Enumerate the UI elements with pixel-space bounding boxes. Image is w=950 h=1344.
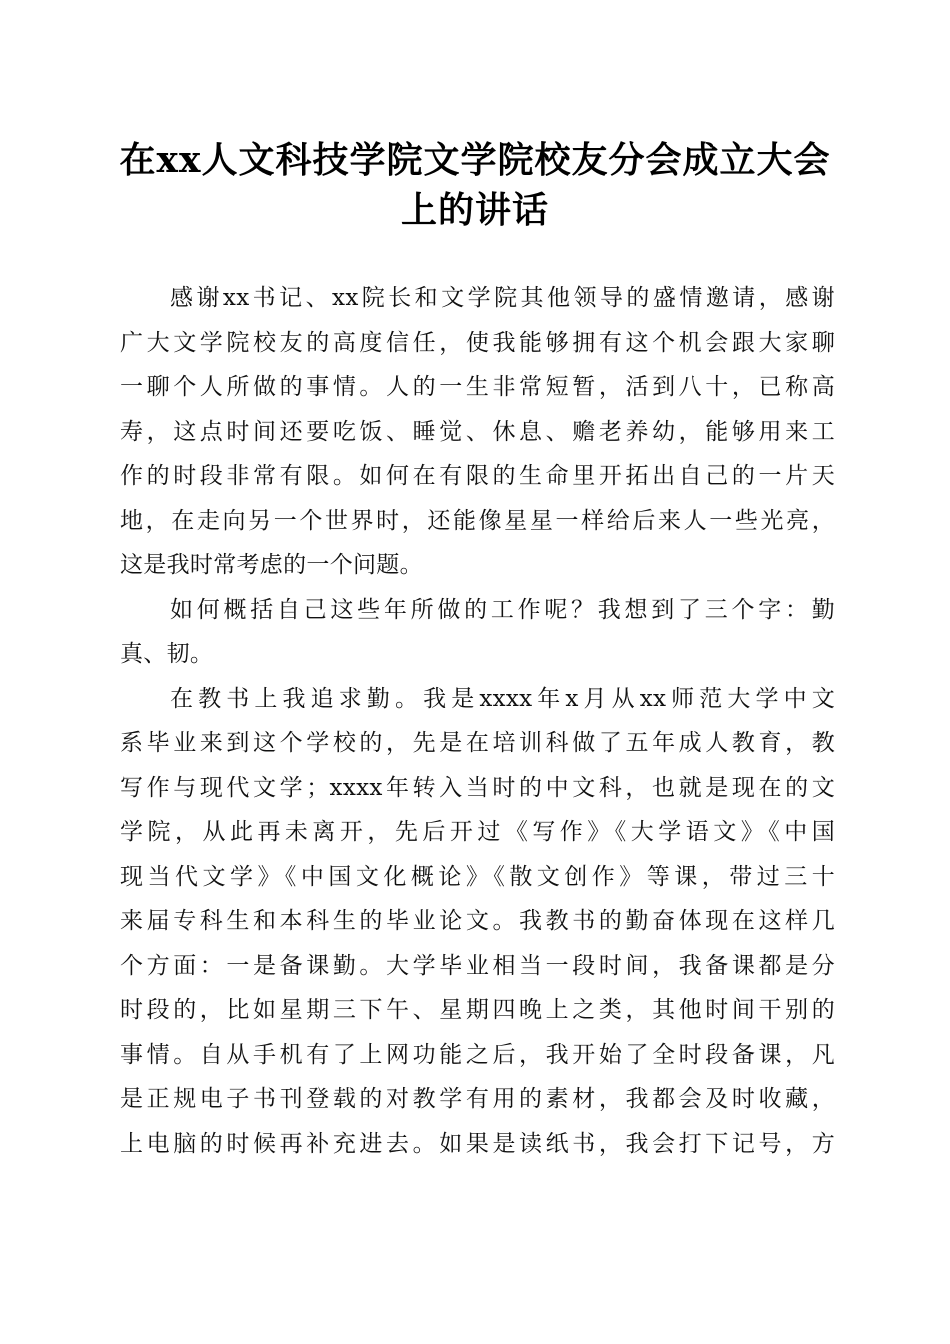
document-title [100, 135, 850, 235]
text-line: 这是我时常考虑的一个问题。 [120, 552, 423, 578]
text-line: 时段的，比如星期三下午、星期四晚上之类，其他时间干别的 [120, 997, 835, 1023]
text-line: 在教书上我追求勤。我是xxxx年x月从xx师范大学中文 [170, 685, 835, 712]
text-line: 广大文学院校友的高度信任，使我能够拥有这个机会跟大家聊 [120, 329, 835, 356]
text-line: 一聊个人所做的事情。人的一生非常短暂，活到八十，已称高 [120, 374, 835, 400]
document-body [120, 276, 835, 1166]
paragraph-3 [120, 677, 835, 1167]
text-line: 系毕业来到这个学校的，先是在培训科做了五年成人教育，教 [120, 730, 835, 756]
title-line-1: 在xx人文科技学院文学院校友分会成立大会 [119, 139, 831, 181]
text-line: 寿，这点时间还要吃饭、睡觉、休息、赡老养幼，能够用来工 [120, 418, 835, 445]
text-line: 个方面：一是备课勤。大学毕业相当一段时间，我备课都是分 [120, 952, 835, 979]
text-line: 写作与现代文学；xxxx年转入当时的中文科，也就是现在的文 [120, 774, 835, 801]
text-line: 来届专科生和本科生的毕业论文。我教书的勤奋体现在这样几 [120, 908, 835, 934]
paragraph-1 [120, 276, 835, 588]
text-line: 感谢xx书记、xx院长和文学院其他领导的盛情邀请，感谢 [170, 285, 835, 311]
text-line: 是正规电子书刊登载的对教学有用的素材，我都会及时收藏， [120, 1086, 835, 1112]
title-line-2: 上的讲话 [400, 189, 549, 231]
text-line: 真、韧。 [120, 641, 214, 667]
text-line: 如何概括自己这些年所做的工作呢？我想到了三个字：勤 [170, 596, 835, 623]
text-line: 学院，从此再未离开，先后开过《写作》《大学语文》《中国 [120, 819, 835, 845]
text-line: 地，在走向另一个世界时，还能像星星一样给后来人一些光亮， [120, 507, 835, 534]
text-line: 事情。自从手机有了上网功能之后，我开始了全时段备课，凡 [120, 1041, 835, 1068]
text-line: 作的时段非常有限。如何在有限的生命里开拓出自己的一片天 [120, 463, 835, 489]
text-line: 上电脑的时候再补充进去。如果是读纸书，我会打下记号，方 [120, 1130, 835, 1157]
paragraph-2 [120, 588, 835, 677]
text-line: 现当代文学》《中国文化概论》《散文创作》等课，带过三十 [120, 863, 835, 890]
